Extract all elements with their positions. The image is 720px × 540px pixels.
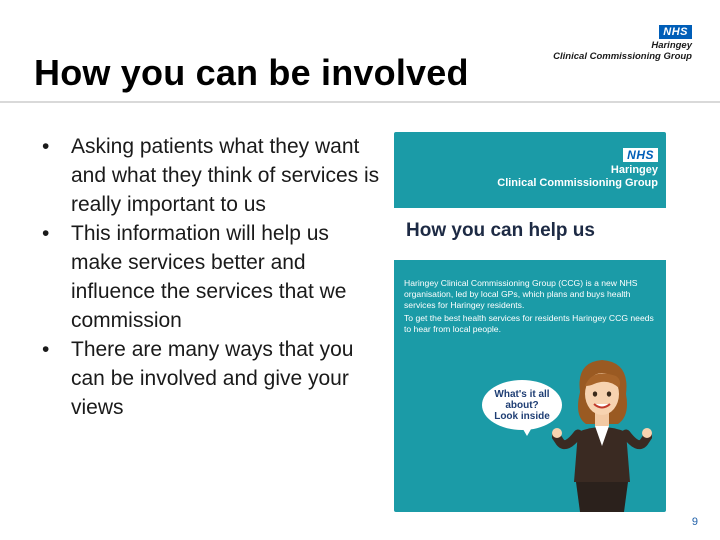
poster-logo [497, 146, 658, 190]
nhs-badge: NHS [659, 25, 692, 39]
poster-paragraph: To get the best health services for residents Haringey CCG needs to hear from local people. [404, 313, 654, 335]
page-number: 9 [691, 516, 698, 528]
bubble-line: Look inside [494, 410, 550, 422]
header-divider [0, 101, 720, 103]
bullet-item: • There are many ways that you can be involved and give your views [30, 335, 380, 422]
speech-bubble-tail [520, 424, 534, 436]
poster-org-line-2: Clinical Commissioning Group [497, 177, 658, 189]
cartoon-woman-illustration [552, 354, 652, 512]
poster-nhs-badge: NHS [623, 148, 658, 162]
speech-bubble [482, 380, 562, 430]
bubble-line: about? [505, 399, 539, 411]
logo-line-2: Clinical Commissioning Group [553, 51, 692, 62]
leaflet-image [394, 132, 666, 512]
slide-title: How you can be involved [34, 52, 469, 93]
bubble-line: What's it all [494, 388, 550, 400]
poster-heading: How you can help us [406, 220, 595, 241]
nhs-logo [553, 22, 692, 62]
logo-line-1: Haringey [651, 40, 692, 51]
poster-org-line-1: Haringey [610, 164, 658, 176]
poster-paragraph: Haringey Clinical Commissioning Group (CCG) is a new NHS organisation, led by local GPs, which plans and buys health services for Haringey residents. [404, 278, 638, 310]
poster-text [404, 278, 659, 338]
bullet-item: • Asking patients what they want and what they think of services is really important to us [30, 132, 380, 219]
bullet-item: • This information will help us make services better and influence the services that we commission [30, 219, 380, 335]
bullet-list [30, 132, 380, 422]
